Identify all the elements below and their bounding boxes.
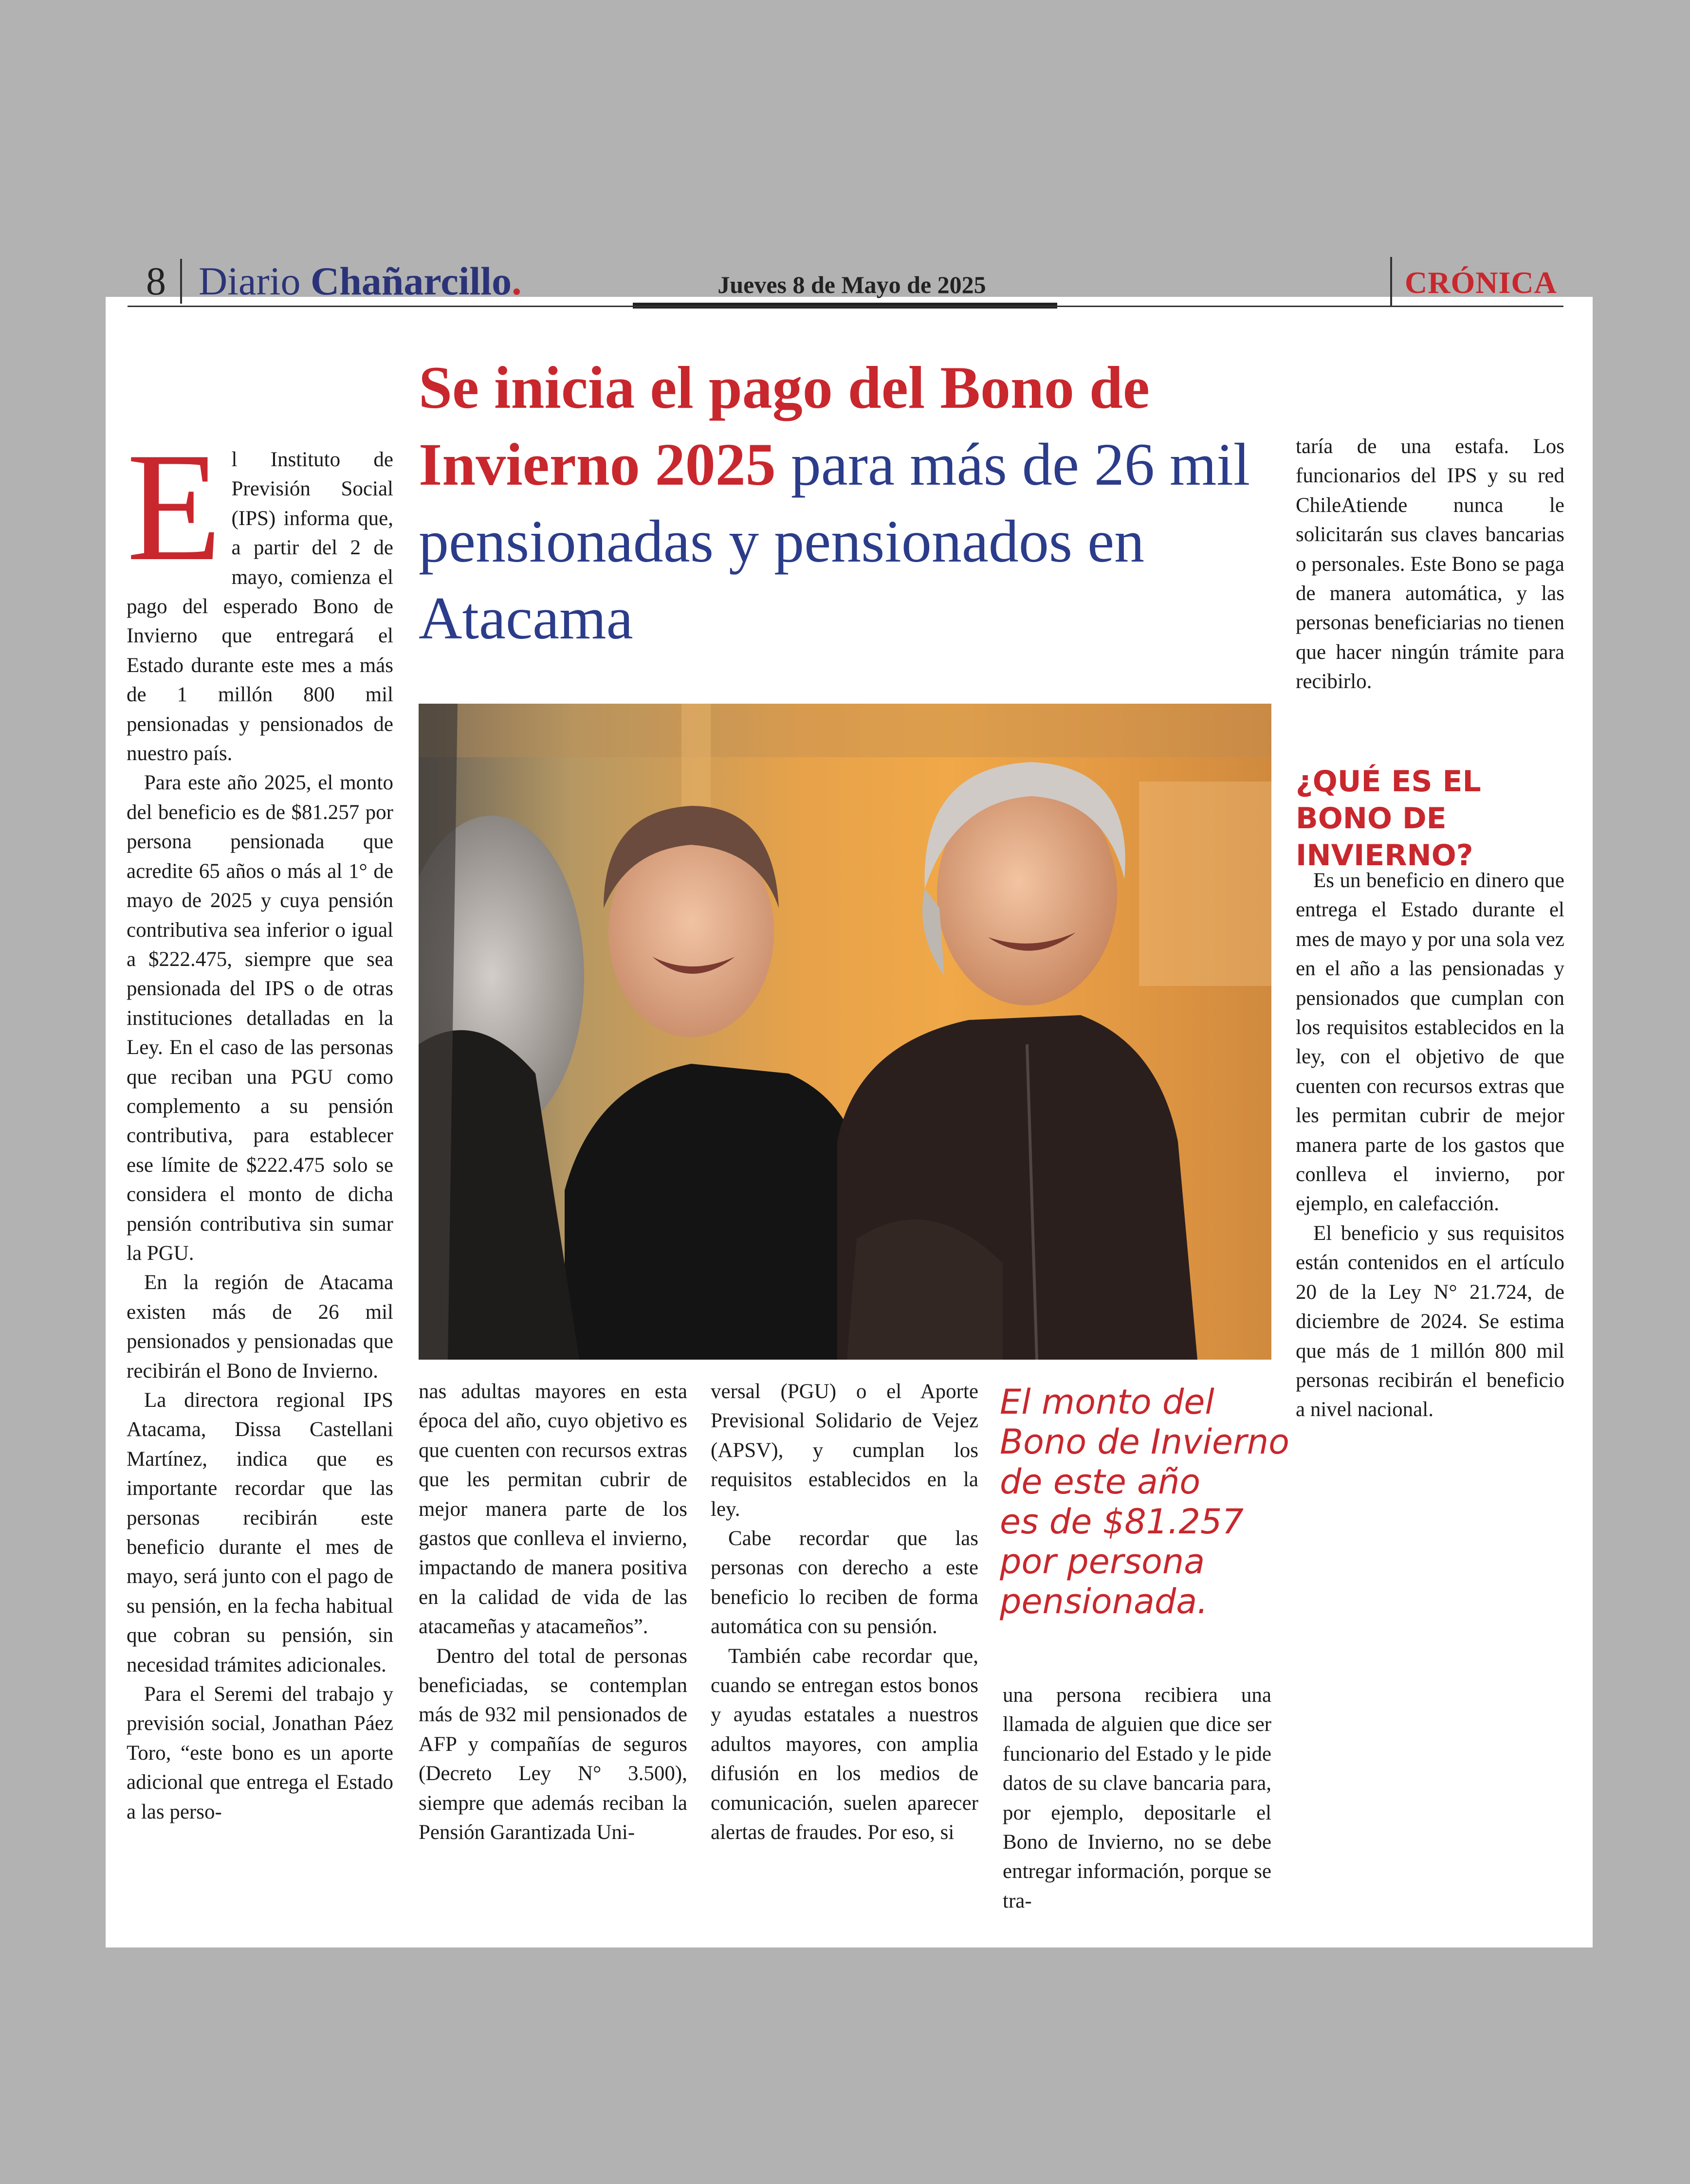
paragraph: Cabe recordar que las personas con derecho a este beneficio lo reciben de forma automática con su pensión. [711, 1527, 978, 1638]
header-divider [180, 259, 182, 304]
masthead [199, 258, 522, 305]
article-column-3 [711, 1377, 978, 1848]
pull-quote-line: El monto del [1000, 1382, 1214, 1422]
pull-quote-line: pensionada. [1000, 1582, 1208, 1621]
masthead-prefix: Diario [199, 259, 301, 303]
dropcap: E [127, 421, 222, 593]
paragraph: versal (PGU) o el Aporte Previsional Solidario de Vejez (APSV), y cumplan los requisitos establecidos en la ley. [711, 1380, 978, 1521]
subheading: ¿QUÉ ES EL BONO DE INVIERNO? [1296, 764, 1481, 873]
article-column-1 [127, 421, 393, 1827]
pull-quote-line: por persona [1000, 1542, 1205, 1582]
paragraph: nas adultas mayores en esta época del año, cuyo objetivo es que cuenten con recursos extras que les permitan cubrir de mejor manera parte de los gastos que conlleva el invierno, impactando de manera positiva en la calidad de vida de las atacameñas y atacameños”. [419, 1380, 687, 1638]
photo-illustration [419, 704, 1271, 1360]
paragraph: En la región de Atacama existen más de 26 mil pensionados y pensionadas que recibirán el Bono de Invierno. [127, 1271, 393, 1383]
section-label: CRÓNICA [1405, 265, 1557, 300]
paragraph: taría de una estafa. Los funcionarios del IPS y su red ChileAtiende nunca le solicitarán sus claves bancarias o personales. Este Bono se paga de manera automática, y las personas beneficiarias no tienen que hacer ningún trámite para recibirlo. [1296, 435, 1564, 693]
masthead-brand: Chañarcillo [310, 259, 512, 303]
article-photo [419, 704, 1271, 1360]
paragraph: l Instituto de Previsión Social (IPS) informa que, a partir del 2 de mayo, comienza el pago del esperado Bono de Invierno que entregará el Estado durante este mes a más de 1 millón 800 mil pensionadas y pensionados de nuestro país. [127, 448, 393, 765]
headline-blue: para más de 26 mil pensionadas y pensionados en Atacama [419, 431, 1250, 652]
paragraph: También cabe recordar que, cuando se entregan estos bonos y ayudas estatales a nuestros adultos mayores, con amplia difusión en los medios de comunicación, suelen aparecer alertas de fraudes. Por eso, si [711, 1644, 978, 1844]
article-column-2 [419, 1377, 687, 1848]
paragraph: Para el Seremi del trabajo y previsión social, Jonathan Páez Toro, “este bono es un aporte adicional que entrega el Estado a las perso- [127, 1683, 393, 1823]
page-number: 8 [146, 259, 166, 303]
pull-quote-line: Bono de Invierno [1000, 1422, 1289, 1462]
paragraph: Dentro del total de personas beneficiadas, se contemplan más de 932 mil pensionados de AFP y compañías de seguros (Decreto Ley N° 3.500), siempre que además reciban la Pensión Garantizada Uni- [419, 1644, 687, 1844]
article-column-6 [1296, 866, 1564, 1425]
paragraph: La directora regional IPS Atacama, Dissa Castellani Martínez, indica que es importante recordar que las personas recibirán este beneficio durante el mes de mayo, será junto con el pago de su pensión, en la fecha habitual que cobran su pensión, sin necesidad trámites adicionales. [127, 1389, 393, 1676]
pull-quote-line: es de $81.257 [1000, 1502, 1244, 1542]
pull-quote [1000, 1382, 1289, 1621]
section-divider [1390, 257, 1392, 307]
masthead-dot: . [512, 259, 522, 303]
headline-red: Se inicia el pago del Bono de Invierno 2025 [419, 354, 1150, 498]
paragraph: una persona recibiera una llamada de alguien que dice ser funcionario del Estado y le pide datos de su clave bancaria para, por ejemplo, depositarle el Bono de Invierno, no se debe entregar información, porque se tra- [1003, 1684, 1271, 1912]
paragraph: Para este año 2025, el monto del beneficio es de $81.257 por persona pensionada que acredite 65 años o más al 1° de mayo de 2025 y cuya pensión contributiva sea inferior o igual a $222.475, siempre que sea pensionada del IPS o de otras instituciones detalladas en la Ley. En el caso de las personas que reciban una PGU como complemento a su pensión contributiva, para establecer ese límite de $222.475 solo se considera el monto de dicha pensión contributiva sin sumar la PGU. [127, 771, 393, 1265]
issue-date: Jueves 8 de Mayo de 2025 [717, 271, 986, 298]
pull-quote-line: de este año [1000, 1462, 1201, 1502]
paragraph: El beneficio y sus requisitos están contenidos en el artículo 20 de la Ley N° 21.724, de diciembre de 2024. Se estima que más de 1 millón 800 mil personas recibirán el beneficio a nivel nacional. [1296, 1221, 1564, 1421]
header-rule [128, 306, 1563, 307]
headline [419, 349, 1275, 657]
article-column-5 [1296, 432, 1564, 697]
article-column-4 [1003, 1681, 1271, 1916]
paragraph: Es un beneficio en dinero que entrega el Estado durante el mes de mayo y por una sola vez en el año a las pensionadas y pensionados que cumplan con los requisitos establecidos en la ley, con el objetivo de que cuenten con recursos extras que les permitan cubrir de mejor manera parte de los gastos que conlleva el invierno, por ejemplo, en calefacción. [1296, 869, 1564, 1216]
